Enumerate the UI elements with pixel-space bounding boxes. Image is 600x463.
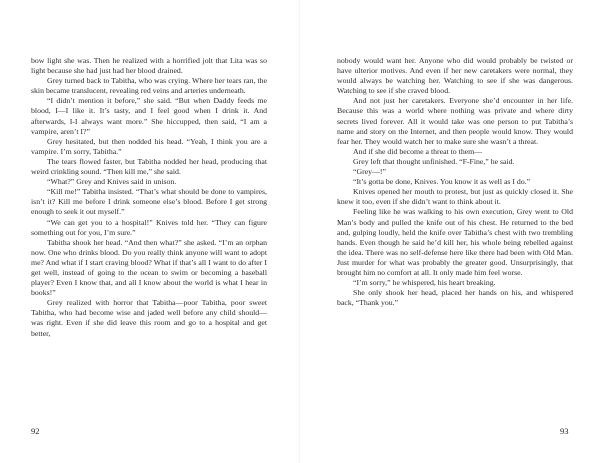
paragraph: Grey left that thought unfinished. “F-Fine,” he said. (353, 156, 515, 166)
paragraph: She only shook her head, placed her hands on his, and whispered back, “Thank you.” (337, 288, 573, 308)
right-page-body (337, 56, 573, 308)
paragraph: “Grey—!” (353, 167, 386, 177)
paragraph: Grey turned back to Tabitha, who was crying. Where her tears ran, the skin became translucent, revealing red veins and arteries underneath. (31, 76, 267, 96)
paragraph: nobody would want her. Anyone who did would probably be twisted or have ulterior motives. And even if her new caretakers were normal, they would always be watching her. Watching to see if she was dangerous. Watching to see if she craved blood. (337, 56, 573, 96)
right-page (300, 0, 600, 463)
paragraph: The tears flowed faster, but Tabitha nodded her head, producing that weird crinkling sound. “Then kill me,” she said. (31, 156, 267, 177)
paragraph: Grey realized with horror that Tabitha—poor Tabitha, poor sweet Tabitha, who had become wise and jaded well before any child should—was right. Even if she did leave this room and go to a hospital and get better, (31, 298, 267, 338)
paragraph: “I didn’t mention it before,” she said. “But when Daddy feeds me blood, I—I like it. It’s tasty, and I feel good when I drink it. And afterwards, I-I always want more.” She hiccupped, then said, “I am a vampire, aren’t I?” (31, 96, 267, 136)
paragraph: “What?” Grey and Knives said in unison. (47, 177, 177, 187)
paragraph: And if she did become a threat to them— (353, 146, 483, 156)
page-number: 93 (560, 426, 569, 436)
paragraph: Tabitha shook her head. “And then what?” she asked. “I’m an orphan now. One who drinks blood. Do you really think anyone will want to adopt me? And what if I start craving blood? What if that’s all I want to do after I get well, instead of going to the ocean to swim or becoming a baseball player? Even I know that, and all I know about the world is what I hear in books!” (31, 237, 267, 298)
paragraph: “Kill me!” Tabitha insisted. “That’s what should be done to vampires, isn’t it? Kill me before I drink someone else’s blood. Before I get strong enough to seek it out myself.” (31, 187, 267, 217)
paragraph: “It’s gotta be done, Knives. You know it as well as I do.” (353, 177, 531, 187)
left-page-body (31, 56, 267, 339)
paragraph: “We can get you to a hospital!” Knives told her. “They can figure something out for you, I’m sure.” (31, 217, 267, 237)
paragraph: “I’m sorry,” he whispered, his heart breaking. (353, 278, 496, 288)
paragraph: Feeling like he was walking to his own execution, Grey went to Old Man’s body and pulled the knife out of his chest. He returned to the bed and, gulping loudly, held the knife over Tabitha’s chest with two trembling hands. Even though he said he’d kill her, his whole being rebelled against the idea. There was no self-defense here like there had been with Old Man. Just murder for what was probably the greater good. Unsurprisingly, that brought him no comfort at all. It only made him feel worse. (337, 207, 573, 277)
paragraph: bow light she was. Then he realized with a horrified jolt that Lita was so light because she had just had her blood drained. (31, 56, 267, 76)
paragraph: Knives opened her mouth to protest, but just as quickly closed it. She knew it too, even if she didn’t want to think about it. (337, 187, 573, 207)
paragraph: Grey hesitated, but then nodded his head. “Yeah, I think you are a vampire. I’m sorry, Tabitha.” (31, 136, 267, 156)
page-number: 92 (31, 426, 40, 436)
paragraph: And not just her caretakers. Everyone she’d encounter in her life. Because this was a world where nothing was private and where dirty secrets lived forever. All it would take was one person to put Tabitha’s name and story on the Internet, and then people would know. They would fear her. They would watch her to make sure she wasn’t a threat. (337, 96, 573, 146)
